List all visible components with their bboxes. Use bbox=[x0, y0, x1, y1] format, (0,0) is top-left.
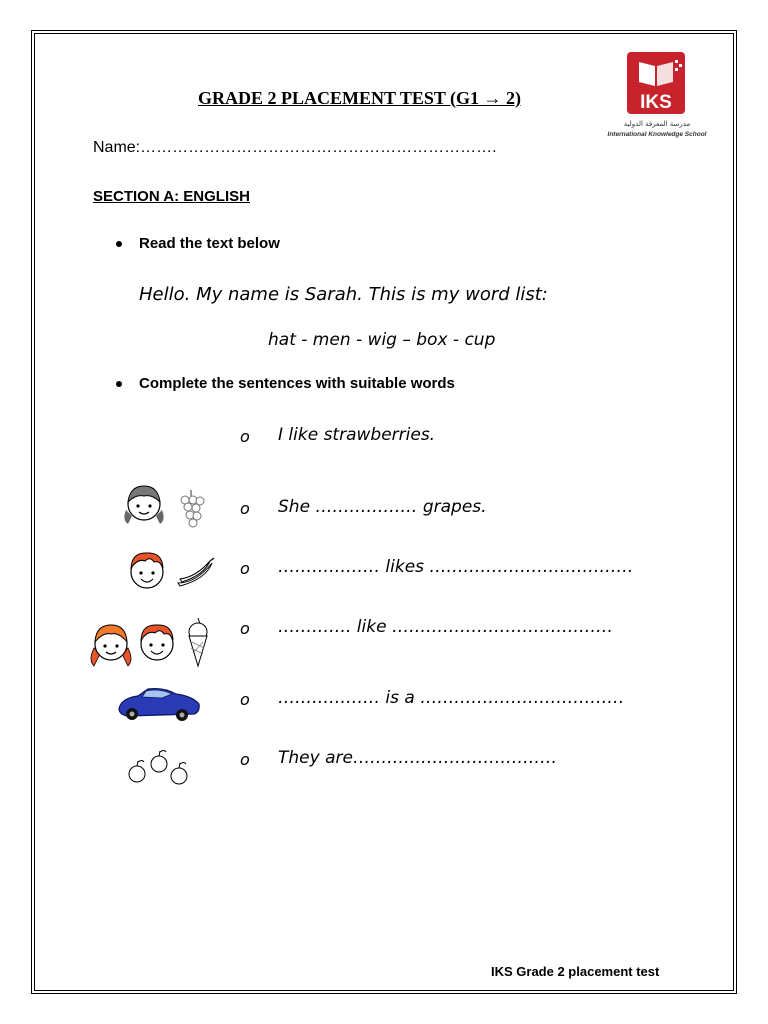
list-marker: o bbox=[240, 690, 250, 709]
list-marker: o bbox=[240, 750, 250, 769]
bullet-icon bbox=[116, 381, 122, 387]
ice-cream-icon bbox=[186, 616, 210, 673]
school-logo bbox=[603, 50, 711, 140]
boy-face-icon bbox=[124, 548, 170, 597]
apples-icon bbox=[126, 750, 192, 793]
boy-face-icon bbox=[134, 620, 180, 669]
list-marker: o bbox=[240, 559, 250, 578]
svg-text:مدرسة المعرفة الدولية: مدرسة المعرفة الدولية bbox=[623, 120, 691, 128]
bananas-icon bbox=[176, 557, 216, 592]
test-title: GRADE 2 PLACEMENT TEST (G1 → 2) bbox=[198, 88, 522, 108]
girl-face-icon bbox=[120, 480, 168, 533]
svg-text:International Knowledge School: International Knowledge School bbox=[607, 131, 707, 138]
section-heading: SECTION A: ENGLISH bbox=[93, 188, 250, 205]
blue-car-icon bbox=[116, 686, 202, 729]
name-field[interactable]: Name:…………………………………………………………. bbox=[93, 139, 497, 156]
word-list: hat - men - wig – box - cup bbox=[268, 330, 496, 350]
exercise-sentence[interactable]: …………. like ………………………………… bbox=[278, 617, 613, 637]
exercise-sentence[interactable]: They are……………………………… bbox=[278, 748, 557, 768]
bullet-icon bbox=[116, 241, 122, 247]
exercise-sentence[interactable]: ……………… is a ……………………………… bbox=[278, 688, 625, 708]
exercise-sentence[interactable]: She ……………… grapes. bbox=[278, 497, 487, 517]
grapes-icon bbox=[176, 488, 206, 533]
page-footer: IKS Grade 2 placement test bbox=[491, 964, 660, 979]
reading-text: Hello. My name is Sarah. This is my word list: bbox=[139, 284, 548, 305]
instruction-complete: Complete the sentences with suitable words bbox=[139, 375, 455, 392]
svg-text:IKS: IKS bbox=[640, 92, 672, 113]
list-marker: o bbox=[240, 427, 250, 446]
instruction-read: Read the text below bbox=[139, 235, 280, 252]
exercise-sentence[interactable]: ……………… likes ……………………………… bbox=[278, 557, 634, 577]
exercise-sentence: I like strawberries. bbox=[278, 425, 436, 445]
list-marker: o bbox=[240, 499, 250, 518]
girl-face-icon bbox=[88, 620, 134, 673]
list-marker: o bbox=[240, 619, 250, 638]
